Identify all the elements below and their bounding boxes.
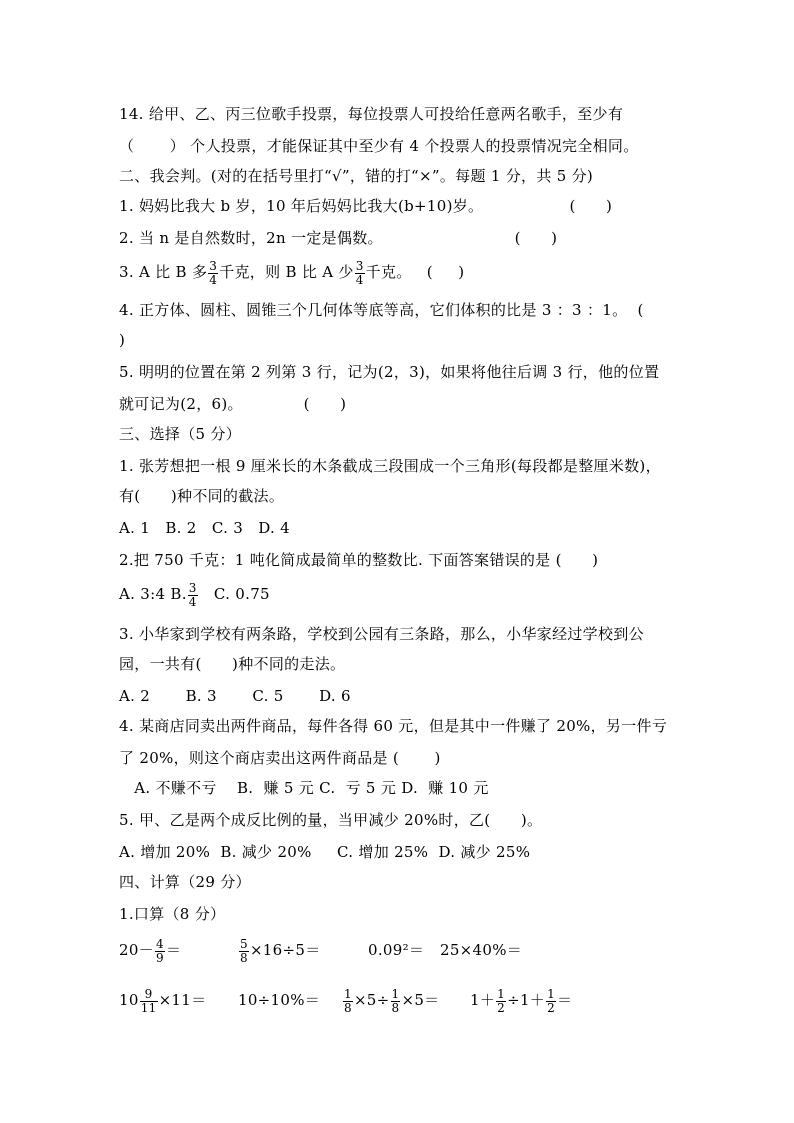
expr-2-post: ×16÷5＝: [249, 941, 321, 959]
calc-expr-1: [119, 930, 181, 970]
expr-5-pre: 10: [119, 991, 139, 1009]
expr-8-pre: 1＋: [470, 991, 496, 1009]
fraction-3-4-a: [208, 260, 218, 287]
fraction-denominator: 4: [355, 272, 364, 287]
calc-expr-6: 10÷10%＝: [238, 991, 321, 1009]
judge-item-1: 1. 妈妈比我大 b 岁，10 年后妈妈比我大(b+10)岁。 ( ): [119, 197, 613, 215]
fraction-numerator: 1: [391, 986, 400, 1001]
fraction-numerator: 5: [240, 936, 248, 951]
section-judge-title: 二、我会判。(对的在括号里打“√”，错的打“×”。每题 1 分，共 5 分): [119, 167, 594, 185]
fraction-numerator: 1: [497, 986, 506, 1001]
expr-8-mid: ÷1＋: [507, 991, 546, 1009]
choice-q4-line1: 4. 某商店同卖出两件商品，每件各得 60 元，但是其中一件赚了 20%，另一件亏: [119, 717, 668, 735]
judge-item-3: [119, 252, 464, 292]
expr-1-post: ＝: [165, 941, 182, 959]
calc-expr-7: [342, 980, 439, 1020]
choice-q2-options: [119, 574, 270, 614]
choice-q3-line2: 园，一共有( )种不同的走法。: [119, 655, 346, 673]
fraction-3-4-choice: [188, 582, 198, 609]
q14-line1: 14. 给甲、乙、丙三位歌手投票，每位投票人可投给任意两名歌手，至少有: [119, 105, 624, 123]
choice-q2: 2.把 750 千克：1 吨化简成最简单的整数比. 下面答案错误的是 ( ): [119, 551, 599, 569]
q14-line2: （ ） 个人投票，才能保证其中至少有 4 个投票人的投票情况完全相同。: [119, 137, 639, 155]
calc-expr-8: [470, 980, 572, 1020]
fraction-numerator: 9: [144, 986, 153, 1001]
fraction-numerator: 1: [547, 986, 556, 1001]
section-choice-title: 三、选择（5 分）: [119, 425, 242, 443]
calc-expr-3: 0.09²＝: [368, 941, 425, 959]
choice-q3-line1: 3. 小华家到学校有两条路，学校到公园有三条路，那么，小华家经过学校到公: [119, 625, 644, 643]
calc-expr-4: 25×40%＝: [440, 941, 523, 959]
calc-expr-2: [238, 930, 321, 970]
expr-7-post: ×5＝: [401, 991, 440, 1009]
expr-8-post: ＝: [557, 991, 573, 1009]
fraction-5-8: [239, 938, 249, 965]
choice-q2-option-c: C. 0.75: [198, 585, 270, 603]
fraction-1-2-b: [546, 988, 556, 1015]
judge-item-2: 2. 当 n 是自然数时，2n 一定是偶数。 ( ): [119, 229, 558, 247]
judge-item-3-text-b: 千克，则 B 比 A 少: [219, 263, 354, 281]
choice-q1-options: A. 1 B. 2 C. 3 D. 4: [119, 519, 291, 537]
choice-q4-options: A. 不赚不亏 B. 赚 5 元 C. 亏 5 元 D. 赚 10 元: [119, 779, 489, 797]
fraction-1-2-a: [496, 988, 506, 1015]
choice-q1-line1: 1. 张芳想把一根 9 厘米长的木条截成三段围成一个三角形(每段都是整厘米数)，: [119, 457, 661, 475]
fraction-numerator: 4: [156, 936, 164, 951]
fraction-numerator: 3: [355, 258, 364, 273]
choice-q5-options: A. 增加 20% B. 减少 20% C. 增加 25% D. 减少 25%: [119, 843, 531, 861]
fraction-denominator: 8: [240, 950, 248, 965]
choice-q4-line2: 了 20%，则这个商店卖出这两件商品是 ( ): [119, 749, 441, 767]
calc-expr-5: [119, 980, 206, 1020]
fraction-9-11: [140, 988, 158, 1015]
fraction-denominator: 9: [156, 950, 164, 965]
choice-q1-line2: 有( )种不同的截法。: [119, 487, 285, 505]
choice-q5: 5. 甲、乙是两个成反比例的量，当甲减少 20%时，乙( )。: [119, 811, 543, 829]
choice-q2-option-a: A. 3:4 B.: [119, 585, 187, 603]
fraction-denominator: 4: [188, 594, 197, 609]
fraction-denominator: 8: [391, 1000, 400, 1015]
fraction-3-4-b: [355, 260, 365, 287]
judge-item-3-text-a: 3. A 比 B 多: [119, 263, 208, 281]
fraction-denominator: 2: [547, 1000, 556, 1015]
fraction-denominator: 2: [497, 1000, 506, 1015]
fraction-numerator: 3: [188, 580, 197, 595]
judge-item-4-line2: ): [119, 331, 126, 349]
fraction-denominator: 8: [344, 1000, 352, 1015]
expr-7-mid: ×5÷: [353, 991, 390, 1009]
fraction-denominator: 11: [140, 1000, 157, 1015]
expr-1-pre: 20－: [119, 941, 154, 959]
fraction-numerator: 1: [344, 986, 352, 1001]
judge-item-5-line2: 就可记为(2，6)。 ( ): [119, 395, 347, 413]
judge-item-3-text-c: 千克。 ( ): [365, 263, 465, 281]
section-calc-title: 四、计算（29 分）: [119, 873, 251, 891]
choice-q3-options: A. 2 B. 3 C. 5 D. 6: [119, 687, 351, 705]
judge-item-4-line1: 4. 正方体、圆柱、圆锥三个几何体等底等高，它们体积的比是 3 ：3 ：1。 (: [119, 301, 644, 319]
fraction-numerator: 3: [209, 258, 218, 273]
expr-5-post: ×11＝: [158, 991, 207, 1009]
fraction-1-8-a: [343, 988, 353, 1015]
fraction-4-9: [155, 938, 165, 965]
fraction-1-8-b: [391, 988, 401, 1015]
judge-item-5-line1: 5. 明明的位置在第 2 列第 3 行，记为(2，3)，如果将他往后调 3 行，他的位置: [119, 363, 660, 381]
fraction-denominator: 4: [209, 272, 218, 287]
calc-oral-subtitle: 1.口算（8 分）: [119, 905, 226, 923]
